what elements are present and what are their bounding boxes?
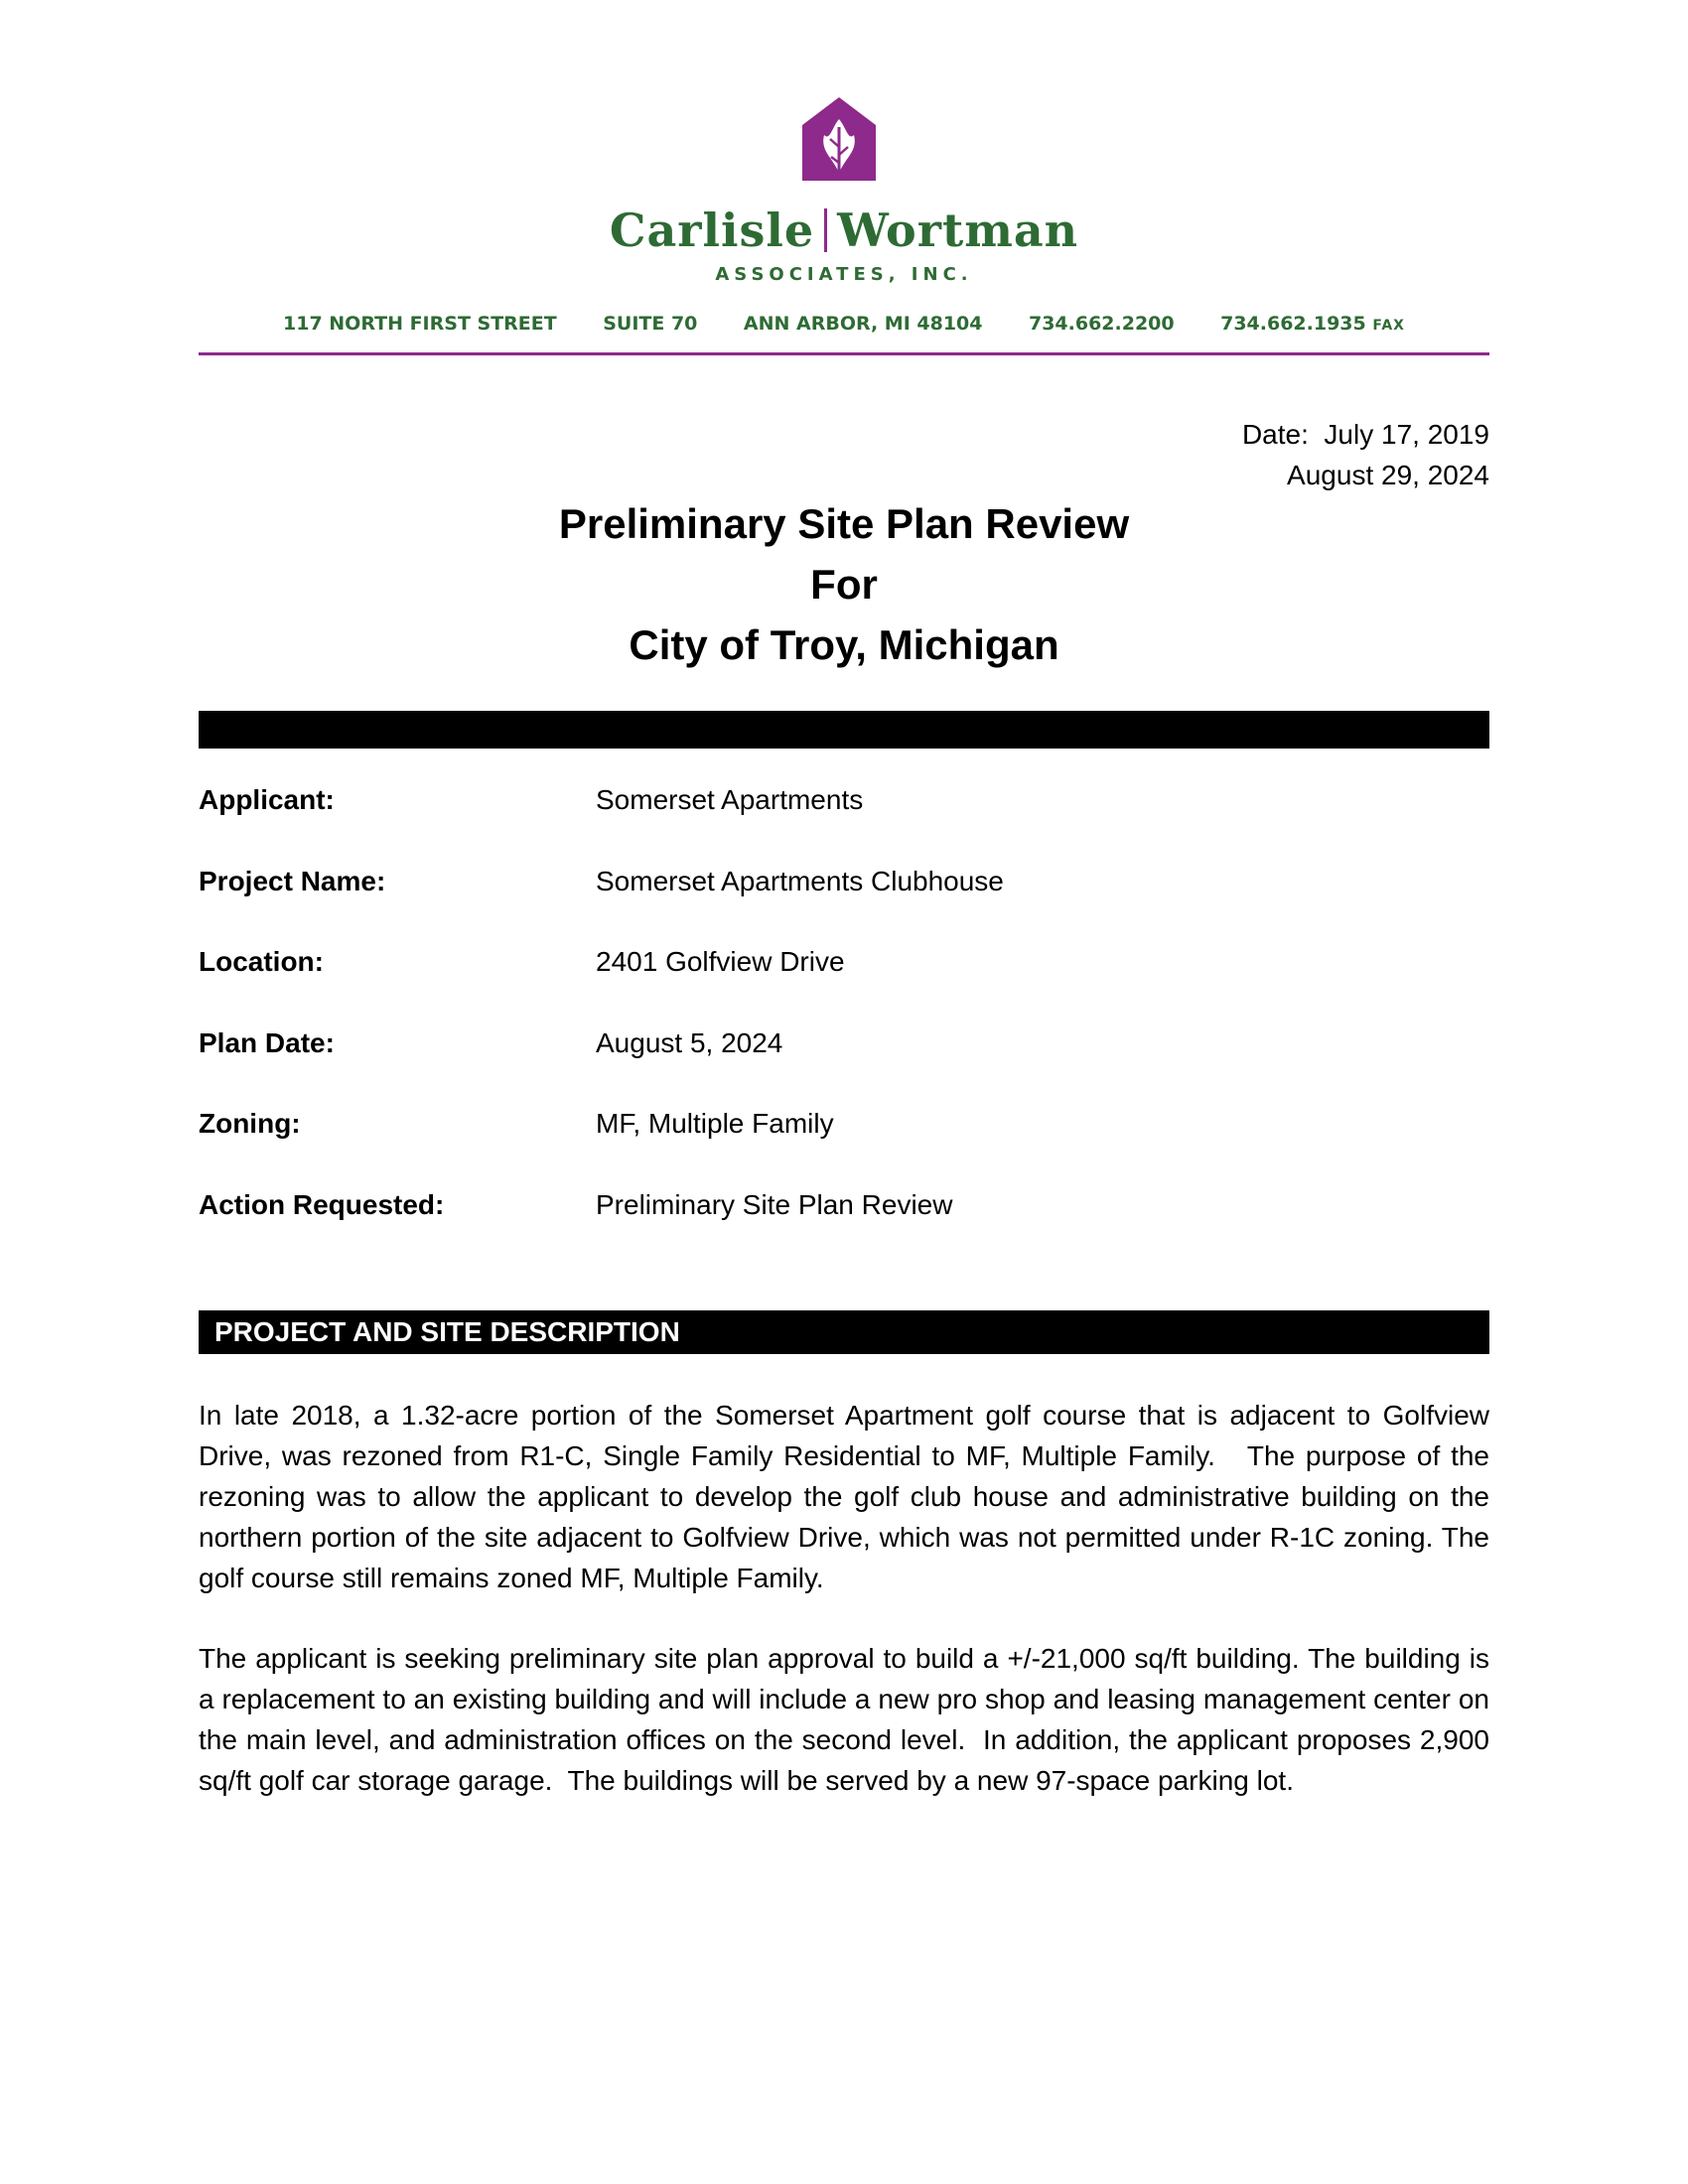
info-label: Location: xyxy=(199,946,324,977)
info-value: Somerset Apartments Clubhouse xyxy=(596,865,1004,896)
description-paragraph-1: In late 2018, a 1.32-acre portion of the Somerset Apartment golf course that is adjacent to Golfview Drive, was rezoned from R1-C, Single Family Residential to MF, Multiple Family. The purpose of the rezoning was to allow the applicant to develop the golf club house and administrative building on the northern portion of the site adjacent to Golfview Drive, which was not permitted under R-1C zoning. The golf course still remains zoned MF, Multiple Family. xyxy=(199,1400,1497,1593)
info-value: August 5, 2024 xyxy=(596,1026,783,1058)
address-fax xyxy=(1220,313,1405,335)
info-label: Zoning: xyxy=(199,1108,301,1139)
info-label: Plan Date: xyxy=(199,1026,335,1058)
title-divider-bar xyxy=(199,711,1489,749)
brand-divider xyxy=(824,208,827,252)
company-address xyxy=(199,313,1489,335)
address-street: 117 NORTH FIRST STREET xyxy=(283,313,557,335)
date-original: Date: July 17, 2019 xyxy=(1241,419,1489,450)
title-line-3: City of Troy, Michigan xyxy=(629,621,1059,668)
info-label: Applicant: xyxy=(199,784,335,815)
section-heading: PROJECT AND SITE DESCRIPTION xyxy=(199,1310,1489,1354)
company-subtitle: ASSOCIATES, INC. xyxy=(715,264,973,285)
info-row-location xyxy=(199,946,1489,1027)
info-value: Somerset Apartments xyxy=(596,784,864,815)
brand-name-left: Carlisle xyxy=(609,204,815,257)
description-paragraph-2: The applicant is seeking preliminary site plan approval to build a +/-21,000 sq/ft building. The building is a replacement to an existing building and will include a new pro shop and leasing management center on the main level, and administration offices on the second level. In addition, the applicant proposes 2,900 sq/ft golf car storage garage. The buildings will be served by a new 97-space parking lot. xyxy=(199,1643,1497,1796)
brand-name-right: Wortman xyxy=(837,204,1079,257)
fax-label: FAX xyxy=(1372,318,1405,334)
house-leaf-icon xyxy=(802,97,876,181)
info-value: 2401 Golfview Drive xyxy=(596,946,845,977)
info-label: Project Name: xyxy=(199,865,386,896)
address-city: ANN ARBOR, MI 48104 xyxy=(743,313,983,335)
document-title xyxy=(0,493,1688,675)
info-row-project-name xyxy=(199,866,1489,947)
title-line-2: For xyxy=(810,561,878,608)
letterhead-divider xyxy=(199,352,1489,355)
info-value: MF, Multiple Family xyxy=(596,1108,834,1139)
project-info-table xyxy=(199,784,1489,1270)
info-row-action-requested xyxy=(199,1189,1489,1271)
info-label: Action Requested: xyxy=(199,1188,445,1220)
info-row-applicant xyxy=(199,784,1489,866)
date-revised: August 29, 2024 xyxy=(1287,460,1489,490)
company-logo xyxy=(0,204,1688,257)
info-value: Preliminary Site Plan Review xyxy=(596,1188,953,1220)
title-line-1: Preliminary Site Plan Review xyxy=(558,500,1130,547)
document-dates xyxy=(1242,414,1489,495)
info-row-zoning xyxy=(199,1108,1489,1189)
fax-number: 734.662.1935 xyxy=(1220,313,1366,335)
address-suite: SUITE 70 xyxy=(603,313,698,335)
address-phone: 734.662.2200 xyxy=(1028,313,1175,335)
info-row-plan-date xyxy=(199,1027,1489,1109)
